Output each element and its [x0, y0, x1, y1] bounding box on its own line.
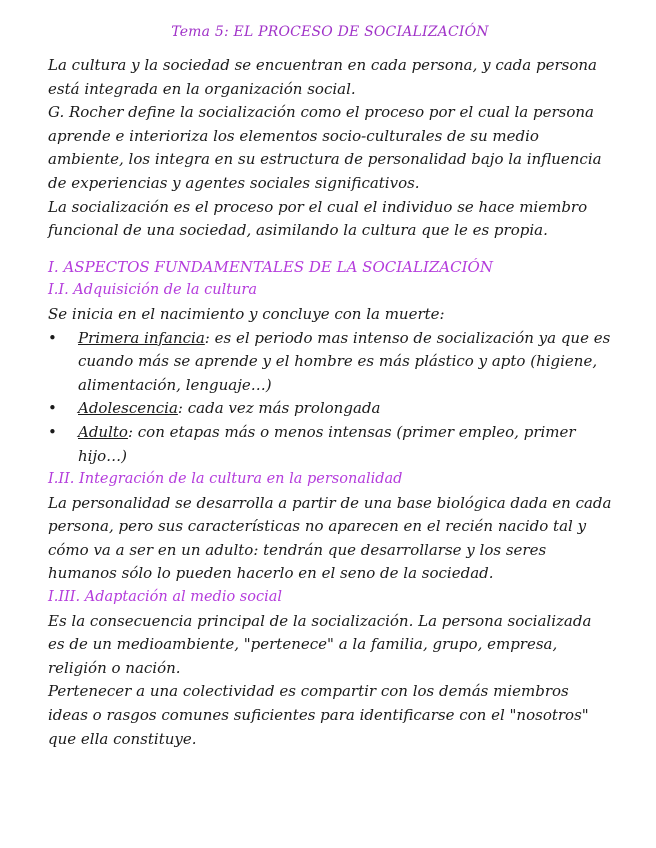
- stages-list: [48, 327, 612, 469]
- stage-term: Adulto: [78, 422, 128, 441]
- intro-paragraph-3: La socialización es el proceso por el cual el individuo se hace miembro funcional de una sociedad, asimilando la cultura que le es propia.: [48, 197, 588, 240]
- subsection-1-1-lead: Se inicia en el nacimiento y concluye con la muerte:: [48, 304, 445, 323]
- subsection-1-3-paragraph-2: Pertenecer a una colectividad es compartir con los demás miembros ideas o rasgos comunes suficientes para identificarse con el "nosotros" que ella constituye.: [48, 682, 589, 748]
- page-title: Tema 5: EL PROCESO DE SOCIALIZACIÓN: [171, 24, 489, 40]
- subsection-1-3-heading: I.III. Adaptación al medio social: [48, 589, 283, 606]
- section-1-heading: I. ASPECTOS FUNDAMENTALES DE LA SOCIALIZACIÓN: [48, 257, 493, 276]
- list-item: [48, 327, 612, 398]
- bullet-icon: •: [48, 399, 57, 418]
- list-item: [48, 397, 612, 421]
- stage-description: : con etapas más o menos intensas (primer empleo, primer hijo…): [78, 422, 576, 465]
- intro-paragraph-1: La cultura y la sociedad se encuentran en cada persona, y cada persona está integrada en la organización social.: [48, 56, 597, 98]
- subsection-1-3-paragraph-1: Es la consecuencia principal de la socialización. La persona socializada es de un medioambiente, "pertenece" a la familia, grupo, empresa, religión o nación.: [48, 611, 592, 677]
- stage-description: : es el periodo mas intenso de socialización ya que es cuando más se aprende y el hombre es más plástico y apto (higiene, alimentación, lenguaje…): [78, 328, 611, 394]
- bullet-icon: •: [48, 328, 57, 347]
- subsection-1-2-heading: I.II. Integración de la cultura en la personalidad: [48, 471, 403, 488]
- stage-description: : cada vez más prolongada: [177, 399, 381, 418]
- subsection-1-2-text: La personalidad se desarrolla a partir de una base biológica dada en cada persona, pero sus características no aparecen en el recién nacido tal y cómo va a ser en un adulto: tendrán que desarrollarse y los seres humanos sólo lo pueden hacerlo en el seno de la sociedad.: [48, 493, 612, 583]
- bullet-icon: •: [48, 422, 57, 441]
- stage-term: Primera infancia: [78, 328, 205, 347]
- subsection-1-1-heading: I.I. Adquisición de la cultura: [48, 282, 258, 299]
- intro-paragraph-2: G. Rocher define la socialización como el proceso por el cual la persona aprende e interioriza los elementos socio-culturales de su medio ambiente, los integra en su estructura de personalidad bajo la influencia de experiencias y agentes sociales significativos.: [48, 103, 602, 192]
- stage-term: Adolescencia: [78, 399, 178, 418]
- list-item: [48, 421, 612, 468]
